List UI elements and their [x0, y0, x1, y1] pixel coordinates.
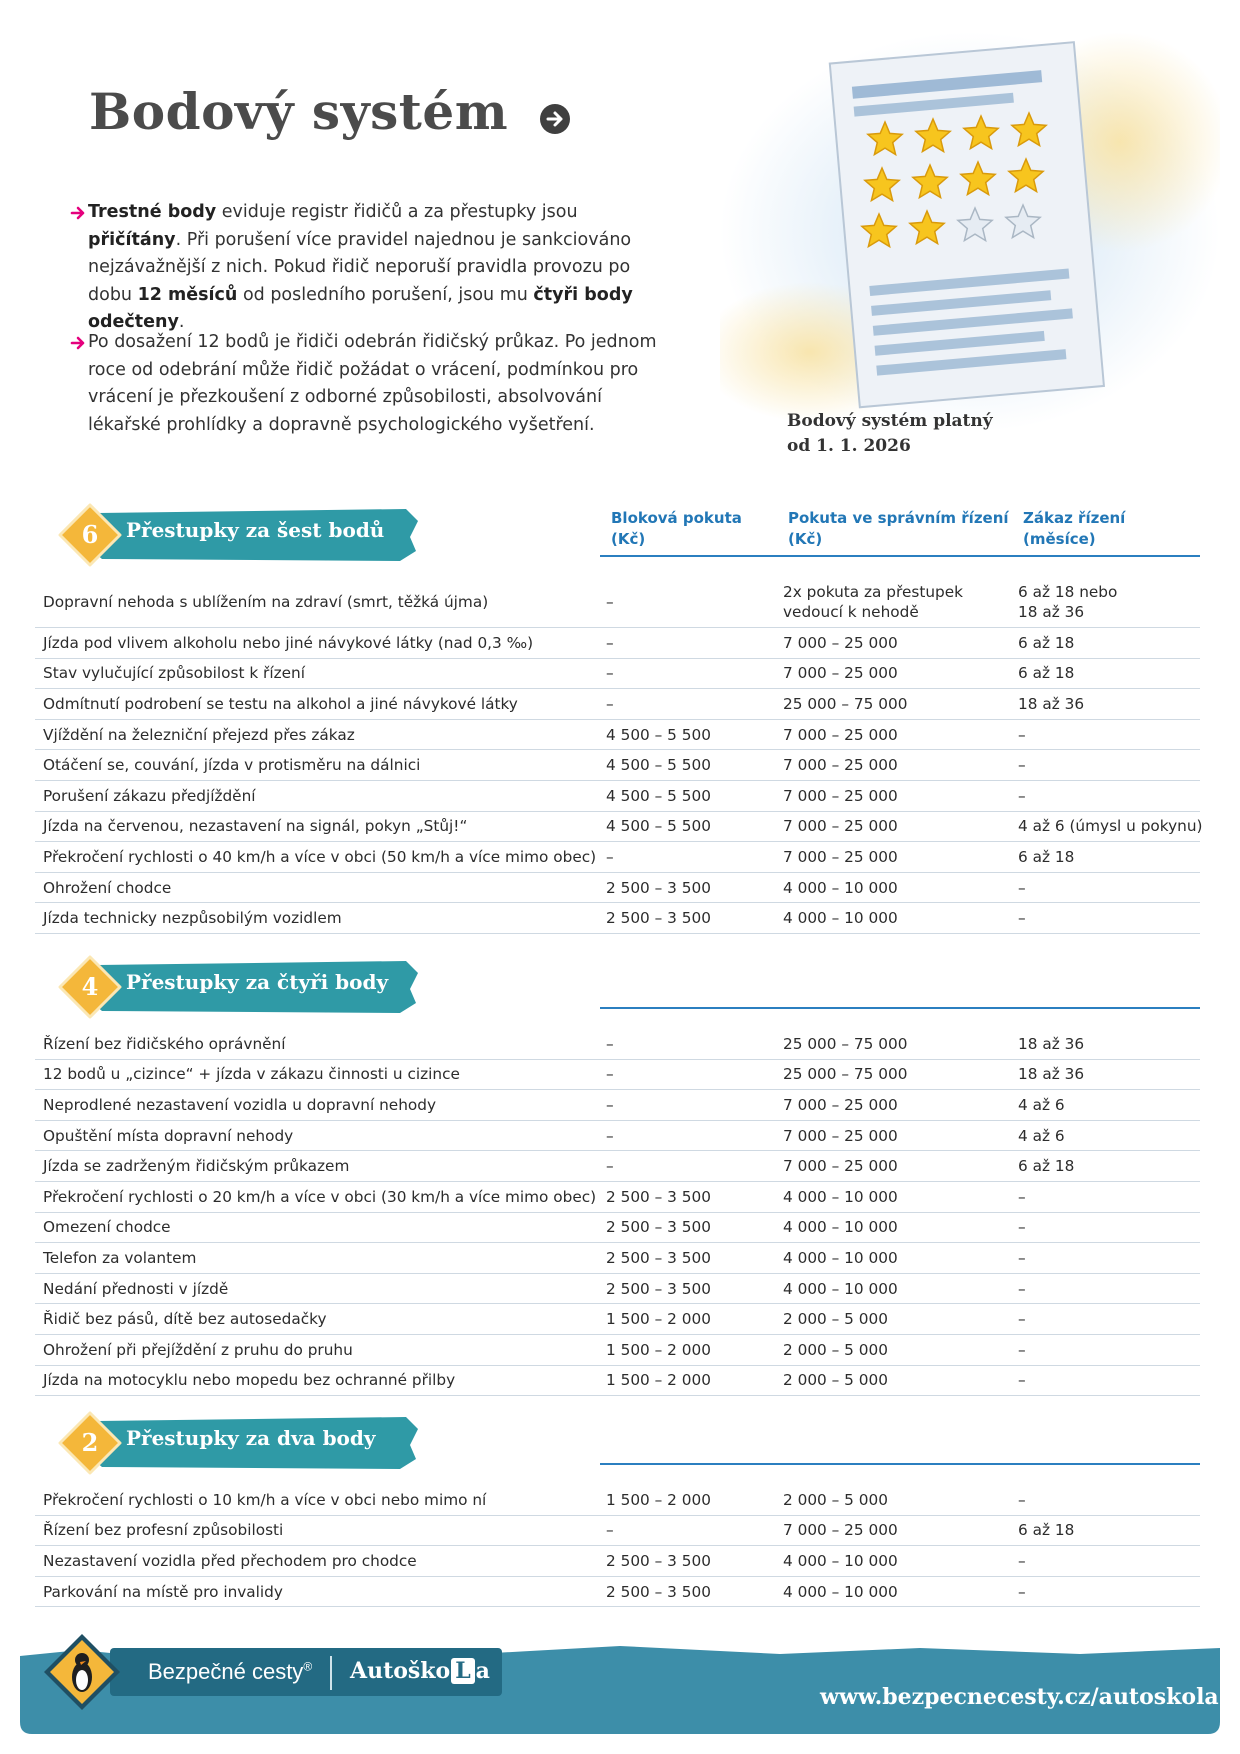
table-row: [35, 720, 1200, 751]
admin-fine-cell: 25 000 – 75 000: [783, 1034, 908, 1053]
offense-cell: 12 bodů u „cizince“ + jízda v zákazu činnosti u cizince: [43, 1065, 460, 1084]
table-row: [35, 1516, 1200, 1547]
admin-fine-cell: 7 000 – 25 000: [783, 817, 898, 836]
body-text: . Při porušení více pravidel najednou je sankciováno nejzávažnější z nich. Pokud řidič neporuší pravidla provozu po dobu: [88, 229, 632, 305]
block-fine-cell: 4 500 – 5 500: [606, 817, 711, 836]
offense-cell: Nezastavení vozidla před přechodem pro chodce: [43, 1551, 417, 1570]
ban-cell: 4 až 6 (úmysl u pokynu): [1018, 817, 1203, 836]
admin-fine-cell: 4 000 – 10 000: [783, 1582, 898, 1601]
section-banner-6: [48, 497, 428, 573]
ban-cell: –: [1018, 725, 1026, 744]
admin-fine-cell: 7 000 – 25 000: [783, 756, 898, 775]
ban-cell: 6 až 18: [1018, 847, 1075, 866]
table-row: [35, 1182, 1200, 1213]
arrow-bullet-icon: [70, 329, 88, 356]
column-header-admin-fine: Pokuta ve správním řízení (Kč): [788, 509, 1009, 548]
ban-cell: 6 až 18 nebo 18 až 36: [1018, 583, 1118, 621]
admin-fine-cell: 4 000 – 10 000: [783, 1248, 898, 1267]
ban-cell: –: [1018, 1218, 1026, 1237]
offense-cell: Jízda technicky nezpůsobilým vozidlem: [43, 909, 342, 928]
ban-cell: –: [1018, 1279, 1026, 1298]
emphasis-text: přičítány: [88, 229, 176, 250]
header-divider: [600, 1007, 1200, 1009]
admin-fine-cell: 7 000 – 25 000: [783, 725, 898, 744]
offense-cell: Ohrožení chodce: [43, 878, 172, 897]
offense-cell: Neprodlené nezastavení vozidla u dopravní nehody: [43, 1095, 437, 1114]
ban-cell: –: [1018, 756, 1026, 775]
rating-sheet-illustration: [720, 22, 1220, 462]
ban-cell: 4 až 6: [1018, 1126, 1065, 1145]
block-fine-cell: –: [606, 1126, 614, 1145]
ban-cell: 6 až 18: [1018, 1521, 1075, 1540]
table-row: [35, 781, 1200, 812]
admin-fine-cell: 25 000 – 75 000: [783, 694, 908, 713]
arrow-right-circle-icon[interactable]: [540, 104, 570, 134]
offense-cell: Otáčení se, couvání, jízda v protisměru na dálnici: [43, 756, 421, 775]
table-row: [35, 1029, 1200, 1060]
offense-cell: Jízda na motocyklu nebo mopedu bez ochranné přilby: [43, 1371, 456, 1390]
offense-cell: Opuštění místa dopravní nehody: [43, 1126, 294, 1145]
block-fine-cell: 2 500 – 3 500: [606, 909, 711, 928]
section-points: 2: [81, 1428, 99, 1457]
brand-divider: [330, 1656, 332, 1690]
offense-cell: Vjíždění na železniční přejezd přes zákaz: [43, 725, 355, 744]
offense-table-4: [35, 1029, 1200, 1396]
block-fine-cell: 2 500 – 3 500: [606, 1279, 711, 1298]
block-fine-cell: –: [606, 1521, 614, 1540]
ban-cell: –: [1018, 1582, 1026, 1601]
block-fine-cell: 2 500 – 3 500: [606, 1248, 711, 1267]
ban-cell: –: [1018, 1551, 1026, 1570]
page-title: Bodový systém: [89, 82, 509, 141]
admin-fine-cell: 2 000 – 5 000: [783, 1340, 888, 1359]
table-row: [35, 1151, 1200, 1182]
section-points: 6: [81, 520, 99, 549]
block-fine-cell: 4 500 – 5 500: [606, 725, 711, 744]
block-fine-cell: 2 500 – 3 500: [606, 1218, 711, 1237]
ban-cell: 6 až 18: [1018, 1157, 1075, 1176]
block-fine-cell: –: [606, 664, 614, 683]
arrow-bullet-icon: [70, 199, 88, 226]
table-row: [35, 873, 1200, 904]
intro-text-1: [88, 199, 670, 337]
table-row: [35, 1090, 1200, 1121]
block-fine-cell: 1 500 – 2 000: [606, 1340, 711, 1359]
table-row: [35, 1546, 1200, 1577]
admin-fine-cell: 7 000 – 25 000: [783, 1157, 898, 1176]
admin-fine-cell: 7 000 – 25 000: [783, 1095, 898, 1114]
penguin-sign-icon: [40, 1630, 124, 1714]
ban-cell: –: [1018, 1310, 1026, 1329]
offense-cell: Řízení bez řidičského oprávnění: [43, 1034, 286, 1053]
table-row: [35, 1577, 1200, 1608]
ban-cell: –: [1018, 1340, 1026, 1359]
offense-cell: Jízda se zadrženým řidičským průkazem: [43, 1157, 350, 1176]
block-fine-cell: –: [606, 1157, 614, 1176]
ban-cell: –: [1018, 1490, 1026, 1509]
ban-cell: –: [1018, 1187, 1026, 1206]
offense-cell: Řidič bez pásů, dítě bez autosedačky: [43, 1310, 327, 1329]
offense-cell: Řízení bez profesní způsobilosti: [43, 1521, 284, 1540]
block-fine-cell: –: [606, 694, 614, 713]
body-text: od posledního porušení, jsou mu: [237, 284, 534, 305]
table-row: [35, 659, 1200, 690]
ban-cell: 18 až 36: [1018, 1034, 1085, 1053]
admin-fine-cell: 2x pokuta za přestupek vedoucí k nehodě: [783, 583, 964, 621]
section-title: Přestupky za dva body: [126, 1426, 376, 1450]
header-divider: [600, 1463, 1200, 1465]
offense-cell: Parkování na místě pro invalidy: [43, 1582, 283, 1601]
offense-cell: Odmítnutí podrobení se testu na alkohol a jiné návykové látky: [43, 694, 518, 713]
offense-cell: Omezení chodce: [43, 1218, 171, 1237]
ban-cell: 18 až 36: [1018, 1065, 1085, 1084]
block-fine-cell: 4 500 – 5 500: [606, 756, 711, 775]
intro-paragraph-1: [70, 199, 670, 337]
offense-table-6: [35, 577, 1203, 934]
website-link[interactable]: www.bezpecnecesty.cz/autoskola: [820, 1684, 1219, 1710]
table-row: [35, 812, 1203, 843]
section-title: Přestupky za čtyři body: [126, 970, 389, 994]
block-fine-cell: 1 500 – 2 000: [606, 1310, 711, 1329]
header-divider: [600, 555, 1200, 557]
ban-cell: –: [1018, 1371, 1026, 1390]
section-title: Přestupky za šest bodů: [126, 518, 385, 542]
ban-cell: –: [1018, 878, 1026, 897]
admin-fine-cell: 7 000 – 25 000: [783, 847, 898, 866]
table-row: [35, 1304, 1200, 1335]
block-fine-cell: –: [606, 1034, 614, 1053]
ban-cell: –: [1018, 909, 1026, 928]
emphasis-text: Trestné body: [88, 202, 217, 222]
block-fine-cell: –: [606, 633, 614, 652]
intro-text-2: Po dosažení 12 bodů je řidiči odebrán řidičský průkaz. Po jednom roce od odebrání může řidič požádat o vrácení, podmínkou pro vrácení je přezkoušení z odborné způsobilosti, absolvování lékařské prohlídky a dopravně psychologického vyšetření.: [88, 332, 657, 435]
admin-fine-cell: 7 000 – 25 000: [783, 786, 898, 805]
block-fine-cell: –: [606, 847, 614, 866]
offense-cell: Telefon za volantem: [43, 1248, 197, 1267]
section-banner-2: [48, 1405, 428, 1481]
block-fine-cell: 2 500 – 3 500: [606, 878, 711, 897]
admin-fine-cell: 4 000 – 10 000: [783, 1187, 898, 1206]
table-row: [35, 903, 1200, 934]
admin-fine-cell: 4 000 – 10 000: [783, 1551, 898, 1570]
offense-table-2: [35, 1485, 1200, 1607]
offense-cell: Ohrožení při přejíždění z pruhu do pruhu: [43, 1340, 353, 1359]
table-row: [35, 750, 1200, 781]
ban-cell: –: [1018, 786, 1026, 805]
table-row: [35, 1213, 1200, 1244]
offense-cell: Jízda na červenou, nezastavení na signál, pokyn „Stůj!“: [43, 817, 468, 836]
offense-cell: Dopravní nehoda s ublížením na zdraví (smrt, těžká újma): [43, 593, 489, 611]
block-fine-cell: 2 500 – 3 500: [606, 1582, 711, 1601]
offense-cell: Překročení rychlosti o 20 km/h a více v obci (30 km/h a více mimo obec): [43, 1187, 597, 1206]
offense-cell: Stav vylučující způsobilost k řízení: [43, 664, 305, 683]
section-points: 4: [81, 972, 99, 1001]
block-fine-cell: –: [606, 1095, 614, 1114]
admin-fine-cell: 4 000 – 10 000: [783, 1218, 898, 1237]
admin-fine-cell: 2 000 – 5 000: [783, 1310, 888, 1329]
ban-cell: 6 až 18: [1018, 633, 1075, 652]
admin-fine-cell: 4 000 – 10 000: [783, 1279, 898, 1298]
emphasis-text: čtyři body odečteny: [88, 284, 633, 332]
table-row: [35, 1485, 1200, 1516]
column-header-block-fine: Bloková pokuta (Kč): [611, 509, 742, 548]
body-text: .: [178, 312, 185, 332]
brand-name: Bezpečné cesty®: [148, 1659, 313, 1684]
admin-fine-cell: 7 000 – 25 000: [783, 1521, 898, 1540]
block-fine-cell: –: [606, 593, 614, 611]
ban-cell: 4 až 6: [1018, 1095, 1065, 1114]
offense-cell: Překročení rychlosti o 10 km/h a více v obci nebo mimo ní: [43, 1490, 487, 1509]
admin-fine-cell: 4 000 – 10 000: [783, 878, 898, 897]
table-row: [35, 1335, 1200, 1366]
table-row: [35, 689, 1200, 720]
block-fine-cell: 4 500 – 5 500: [606, 786, 711, 805]
column-header-ban: Zákaz řízení (měsíce): [1023, 509, 1126, 548]
section-banner-4: [48, 949, 428, 1025]
body-text: eviduje registr řidičů a za přestupky jsou: [216, 202, 578, 222]
offense-cell: Překročení rychlosti o 40 km/h a více v obci (50 km/h a více mimo obec): [43, 847, 597, 866]
block-fine-cell: –: [606, 1065, 614, 1084]
block-fine-cell: 2 500 – 3 500: [606, 1187, 711, 1206]
ban-cell: 18 až 36: [1018, 694, 1085, 713]
admin-fine-cell: 4 000 – 10 000: [783, 909, 898, 928]
ban-cell: –: [1018, 1248, 1026, 1267]
table-row: [35, 842, 1200, 873]
admin-fine-cell: 7 000 – 25 000: [783, 633, 898, 652]
admin-fine-cell: 2 000 – 5 000: [783, 1371, 888, 1390]
intro-paragraph-2: [70, 329, 670, 439]
table-row: [35, 628, 1200, 659]
admin-fine-cell: 7 000 – 25 000: [783, 664, 898, 683]
admin-fine-cell: 25 000 – 75 000: [783, 1065, 908, 1084]
offense-cell: Jízda pod vlivem alkoholu nebo jiné návykové látky (nad 0,3 ‰): [43, 633, 534, 652]
block-fine-cell: 1 500 – 2 000: [606, 1371, 711, 1390]
block-fine-cell: 2 500 – 3 500: [606, 1551, 711, 1570]
school-name: Autoško L a: [350, 1658, 490, 1684]
offense-cell: Porušení zákazu předjíždění: [43, 786, 256, 805]
table-row: [35, 1121, 1200, 1152]
block-fine-cell: 1 500 – 2 000: [606, 1490, 711, 1509]
table-row: [35, 1060, 1200, 1091]
admin-fine-cell: 2 000 – 5 000: [783, 1490, 888, 1509]
emphasis-text: 12 měsíců: [137, 284, 238, 305]
illustration-caption: Bodový systém platný od 1. 1. 2026: [787, 411, 993, 456]
ban-cell: 6 až 18: [1018, 664, 1075, 683]
table-row: [35, 1243, 1200, 1274]
table-row: [35, 577, 1200, 628]
table-row: [35, 1366, 1200, 1397]
admin-fine-cell: 7 000 – 25 000: [783, 1126, 898, 1145]
table-row: [35, 1274, 1200, 1305]
offense-cell: Nedání přednosti v jízdě: [43, 1279, 229, 1298]
